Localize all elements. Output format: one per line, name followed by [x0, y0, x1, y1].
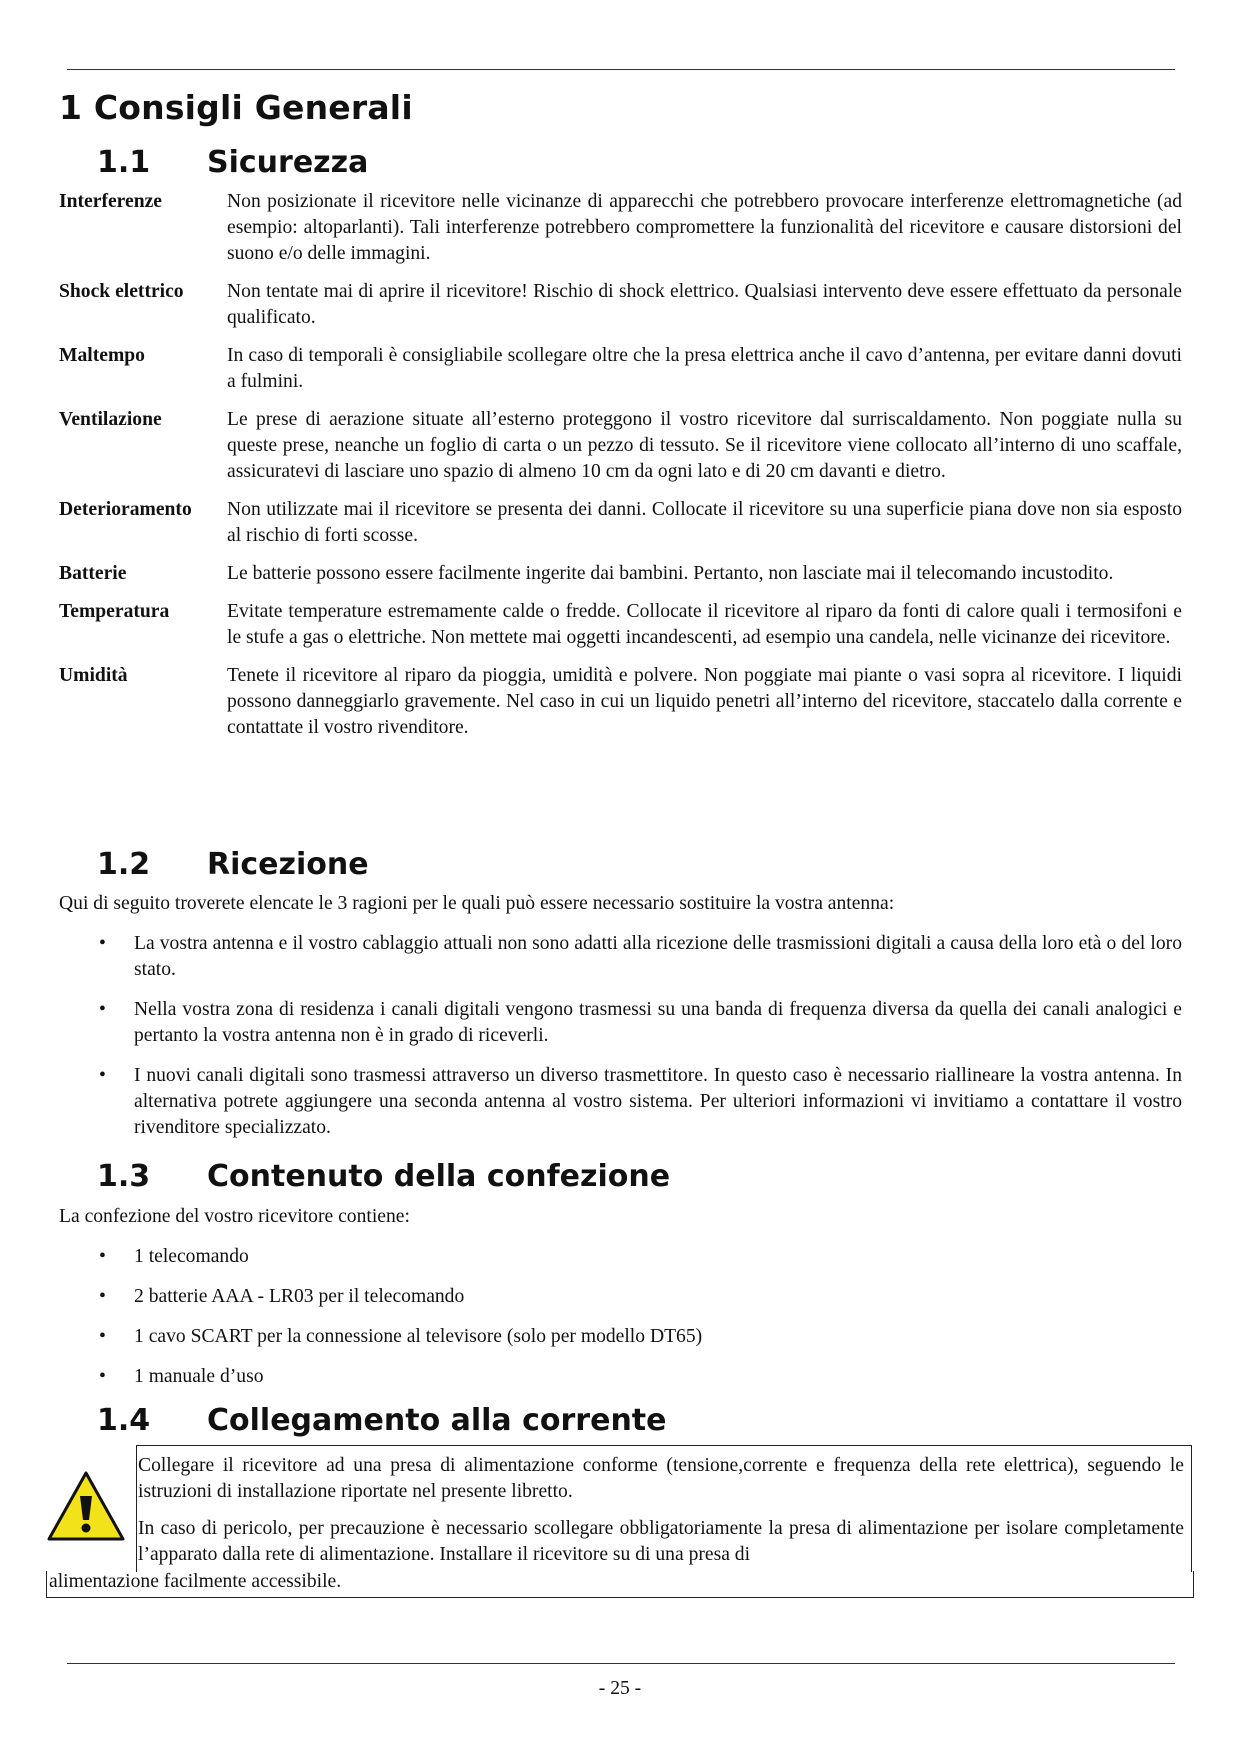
safety-description: In caso di temporali è consigliabile scollegare oltre che la presa elettrica anche il cavo d’antenna, per evitare danni dovuti a fulmini. [227, 345, 1182, 392]
contents-block [59, 1204, 1182, 1404]
safety-term: Temperatura [59, 601, 170, 622]
list-item [59, 1324, 1182, 1350]
safety-term: Interferenze [59, 191, 162, 212]
bullet-icon: • [99, 1286, 106, 1307]
section-title: Sicurezza [207, 145, 369, 180]
safety-term: Deterioramento [59, 499, 192, 520]
chapter-title: 1 Consigli Generali [59, 88, 413, 127]
bullet-icon: • [99, 1326, 106, 1347]
list-item-text: 1 cavo SCART per la connessione al televisore (solo per modello DT65) [134, 1326, 703, 1347]
section-heading-contenuto [97, 1159, 670, 1194]
footer-rule [67, 1663, 1175, 1664]
reception-intro: Qui di seguito troverete elencate le 3 ragioni per le quali può essere necessario sostituire la vostra antenna: [59, 893, 895, 914]
list-item-text: 2 batterie AAA - LR03 per il telecomando [134, 1286, 465, 1307]
bullet-icon: • [99, 933, 106, 954]
header-rule [67, 69, 1175, 70]
safety-definitions [59, 189, 1182, 753]
section-number: 1.3 [97, 1159, 151, 1194]
section-number: 1.1 [97, 145, 151, 180]
warning-text [138, 1453, 1184, 1568]
safety-description: Le batterie possono essere facilmente ingerite dai bambini. Pertanto, non lasciate mai il telecomando incustodito. [227, 563, 1114, 584]
list-item-text: 1 telecomando [134, 1246, 249, 1267]
list-item-text: 1 manuale d’uso [134, 1366, 264, 1387]
safety-description: Non posizionate il ricevitore nelle vicinanze di apparecchi che potrebbero provocare interferenze elettromagnetiche (ad esempio: altoparlanti). Tali interferenze potrebbero compromettere la funzionalità del ricevitore e causare distorsioni del suono e/o delle immagini. [227, 191, 1182, 264]
bullet-icon: • [99, 1246, 106, 1267]
section-title: Contenuto della confezione [207, 1159, 671, 1194]
section-number: 1.2 [97, 847, 151, 882]
list-item [59, 1063, 1182, 1141]
list-item [59, 1364, 1182, 1390]
contents-list [59, 1244, 1182, 1390]
bullet-icon: • [99, 1065, 106, 1086]
reception-list [59, 931, 1182, 1141]
list-item [59, 931, 1182, 983]
list-item [59, 1284, 1182, 1310]
safety-description: Le prese di aerazione situate all’esterno proteggono il vostro ricevitore dal surriscaldamento. Non poggiate nulla su queste prese, neanche un foglio di carta o un pezzo di tessuto. Se il ricevitore viene collocato all’interno di uno scaffale, assicuratevi di lasciare uno spazio di almeno 10 cm da ogni lato e di 20 cm davanti e dietro. [227, 409, 1182, 482]
safety-item [59, 599, 1182, 651]
safety-term: Batterie [59, 563, 127, 584]
section-number: 1.4 [97, 1403, 151, 1438]
list-item-text: Nella vostra zona di residenza i canali digitali vengono trasmessi su una banda di frequenza diversa da quella dei canali analogici e pertanto la vostra antenna non è in grado di riceverli. [134, 999, 1182, 1046]
safety-item [59, 343, 1182, 395]
safety-description: Tenete il ricevitore al riparo da pioggia, umidità e polvere. Non poggiate mai piante o vasi sopra al ricevitore. I liquidi possono danneggiarlo gravemente. Nel caso in cui un liquido penetri all’interno del ricevitore, staccatelo dalla corrente e contattate il vostro rivenditore. [227, 665, 1182, 738]
list-item [59, 1244, 1182, 1270]
section-title: Collegamento alla corrente [207, 1403, 667, 1438]
warning-triangle-icon [46, 1470, 126, 1542]
section-heading-collegamento [97, 1403, 667, 1438]
section-heading-sicurezza [97, 145, 368, 180]
safety-term: Shock elettrico [59, 281, 184, 302]
warning-paragraph: In caso di pericolo, per precauzione è necessario scollegare obbligatoriamente la presa di alimentazione per isolare completamente l’apparato dalla rete di alimentazione. Installare il ricevitore su di una presa di [138, 1518, 1184, 1565]
reception-block [59, 891, 1182, 1155]
safety-description: Evitate temperature estremamente calde o fredde. Collocate il ricevitore al riparo da fonti di calore quali i termosifoni e le stufe a gas o elettriche. Non mettete mai oggetti incandescenti, ad esempio una candela, nelle vicinanze dei ricevitore. [227, 601, 1182, 648]
safety-description: Non utilizzate mai il ricevitore se presenta dei danni. Collocate il ricevitore su una superficie piana dove non sia esposto al rischio di forti scosse. [227, 499, 1182, 546]
safety-term: Maltempo [59, 345, 145, 366]
safety-item [59, 663, 1182, 741]
safety-item [59, 189, 1182, 267]
section-heading-ricezione [97, 847, 369, 882]
bullet-icon: • [99, 999, 106, 1020]
list-item-text: I nuovi canali digitali sono trasmessi attraverso un diverso trasmettitore. In questo caso è necessario riallineare la vostra antenna. In alternativa potrete aggiungere una seconda antenna al vostro sistema. Per ulteriori informazioni vi invitiamo a contattare il vostro rivenditore specializzato. [134, 1065, 1182, 1138]
safety-term: Ventilazione [59, 409, 162, 430]
section-title: Ricezione [207, 847, 369, 882]
safety-item [59, 497, 1182, 549]
safety-item [59, 407, 1182, 485]
warning-box [46, 1445, 1192, 1597]
safety-term: Umidità [59, 665, 128, 686]
warning-paragraph-tail: alimentazione facilmente accessibile. [49, 1571, 342, 1592]
safety-description: Non tentate mai di aprire il ricevitore! Rischio di shock elettrico. Qualsiasi intervento deve essere effettuato da personale qualificato. [227, 281, 1182, 328]
list-item [59, 997, 1182, 1049]
warning-paragraph: Collegare il ricevitore ad una presa di alimentazione conforme (tensione,corrente e frequenza della rete elettrica), seguendo le istruzioni di installazione riportate nel presente libretto. [138, 1455, 1184, 1502]
list-item-text: La vostra antenna e il vostro cablaggio attuali non sono adatti alla ricezione delle trasmissioni digitali a causa della loro età o del loro stato. [134, 933, 1182, 980]
safety-item [59, 561, 1182, 587]
page-number: - 25 - [598, 1678, 642, 1699]
contents-intro: La confezione del vostro ricevitore contiene: [59, 1206, 410, 1227]
safety-item [59, 279, 1182, 331]
bullet-icon: • [99, 1366, 106, 1387]
